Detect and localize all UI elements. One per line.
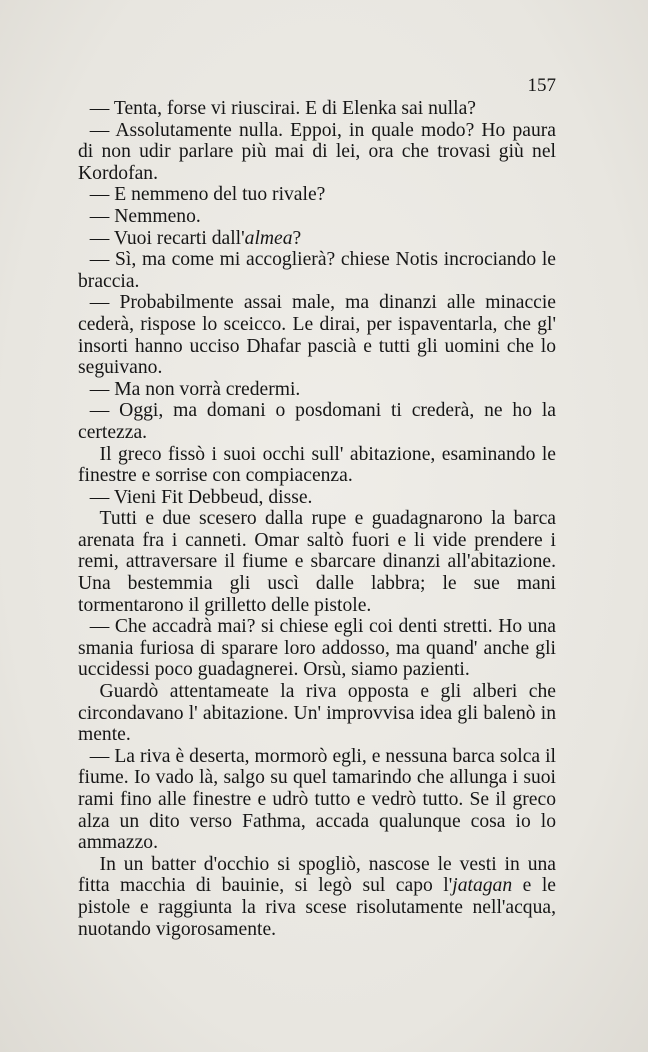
narrative-paragraph: Tutti e due scesero dalla rupe e guadagnarono la barca arenata fra i canneti. Omar saltò fuori e li vide prendere i remi, attraversare il fiume e sbarcare dinanzi all'abitazione. Una bestemmia gli uscì dalle labbra; le sue mani tormentarono il grilletto delle pistole.	[78, 508, 556, 616]
paragraph-text: In un batter d'occhio si spogliò, nascose le vesti in una fitta macchia di bauinie, si legò sul capo l'	[78, 853, 556, 897]
dialogue-paragraph: — E nemmeno del tuo rivale?	[89, 184, 326, 206]
narrative-paragraph	[78, 854, 556, 940]
dialogue-paragraph: — Che accadrà mai? si chiese egli coi denti stretti. Ho una smania furiosa di sparare loro addosso, ma quand' anche gli uccidessi poco guadagnerei. Orsù, siamo pazienti.	[78, 616, 556, 681]
paragraph-text: ?	[292, 227, 302, 249]
dialogue-paragraph: — Sì, ma come mi accoglierà? chiese Notis incrociando le braccia.	[78, 249, 556, 292]
dialogue-paragraph: — Ma non vorrà credermi.	[89, 378, 301, 400]
dialogue-paragraph: — Assolutamente nulla. Eppoi, in quale modo? Ho paura di non udir parlare più mai di lei, ora che trovasi giù nel Kordofan.	[78, 119, 556, 184]
dialogue-paragraph: — Oggi, ma domani o posdomani ti crederà, ne ho la certezza.	[78, 400, 556, 443]
italic-word: almea	[244, 227, 293, 249]
dialogue-paragraph: — Tenta, forse vi riuscirai. E di Elenka sai nulla?	[89, 98, 476, 119]
dialogue-paragraph: — Nemmeno.	[89, 205, 201, 227]
dialogue-paragraph: — Probabilmente assai male, ma dinanzi alle minaccie cederà, rispose lo sceicco. Le dirai, per ispaventarla, che gl' insorti hanno ucciso Dhafar pascià e tutti gli uomini che lo seguivano.	[78, 292, 556, 379]
paragraph-text: e le pistole e raggiunta la riva scese risolutamente nell'acqua, nuotando vigorosamente.	[78, 875, 556, 940]
page-number: 157	[527, 75, 556, 96]
narrative-paragraph: Il greco fissò i suoi occhi sull' abitazione, esaminando le finestre e sorrise con compiacenza.	[78, 443, 556, 487]
paragraph-text: — Vuoi recarti dall'	[89, 227, 245, 249]
italic-word: jatagan	[452, 875, 513, 897]
dialogue-paragraph: — Vieni Fit Debbeud, disse.	[89, 486, 313, 508]
dialogue-paragraph: — La riva è deserta, mormorò egli, e nessuna barca solca il fiume. Io vado là, salgo su quel tamarindo che allunga i suoi rami fino alle finestre e udrò tutto e vedrò tutto. Se il greco alza un dito verso Fathma, accada qualunque cosa io lo ammazzo.	[78, 745, 556, 854]
dialogue-paragraph	[78, 228, 556, 250]
narrative-paragraph: Guardò attentameate la riva opposta e gli alberi che circondavano l' abitazione. Un' improvvisa idea gli balenò in mente.	[78, 681, 556, 746]
page-text	[78, 98, 556, 940]
